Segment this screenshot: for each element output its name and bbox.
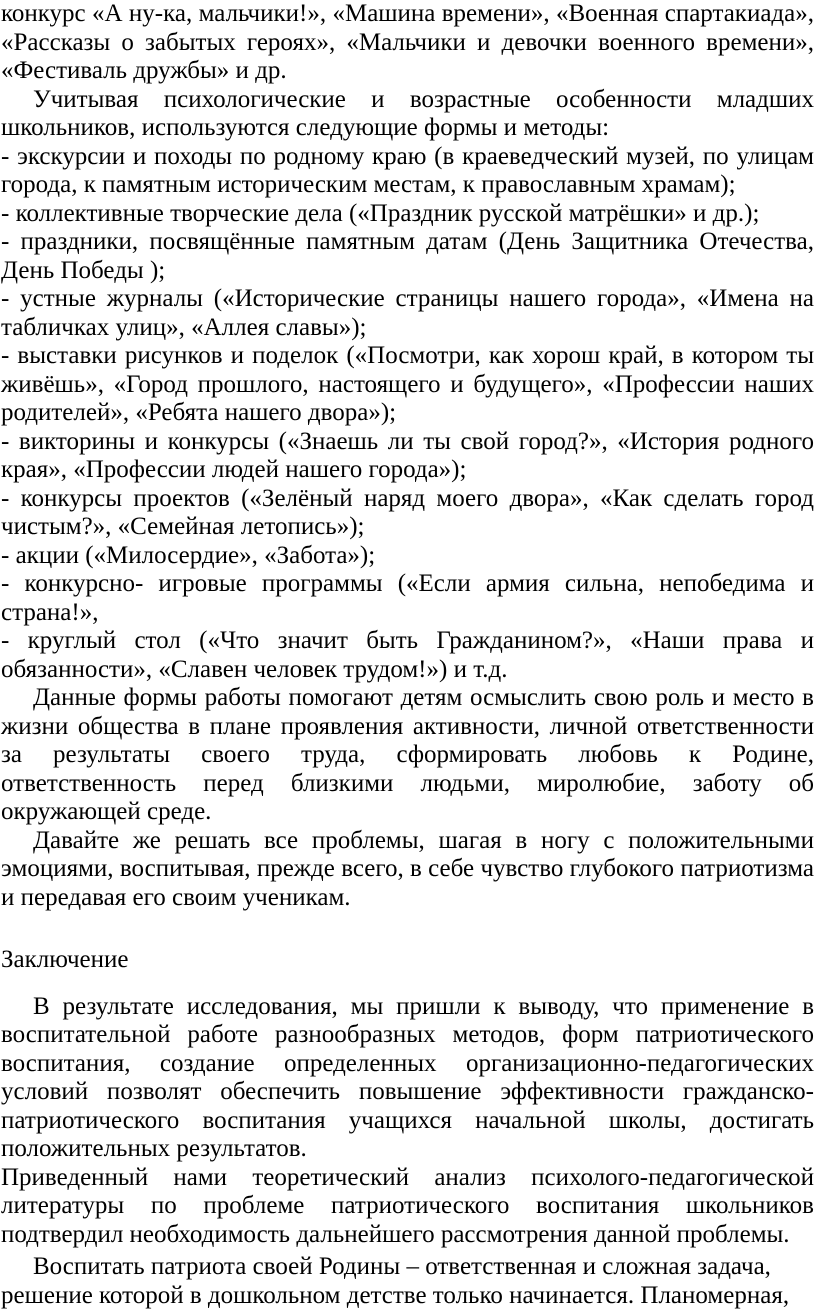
methods-intro-paragraph: Учитывая психологические и возрастные особенности младших школьников, используются следующие формы и методы: <box>1 85 814 141</box>
list-item: - акции («Милосердие», «Забота»); <box>1 541 376 569</box>
closing-call-paragraph: Давайте же решать все проблемы, шагая в ногу с положительными эмоциями, воспитывая, прежде всего, в себе чувство глубокого патриотизма и передавая его своим ученикам. <box>1 826 814 911</box>
intro-paragraph: конкурс «А ну-ка, мальчики!», «Машина времени», «Военная спартакиада», «Рассказы о забытых героях», «Мальчики и девочки военного времени», «Фестиваль дружбы» и др. <box>1 0 814 84</box>
conclusion-paragraph: Приведенный нами теоретический анализ психолого-педагогической литературы по проблеме патриотического воспитания школьников подтвердил необходимость дальнейшего рассмотрения данной проблемы. <box>1 1163 814 1248</box>
list-item: - викторины и конкурсы («Знаешь ли ты свой город?», «История родного края», «Профессии людей нашего города»); <box>1 427 814 483</box>
conclusion-heading: Заключение <box>1 946 129 973</box>
forms-summary-paragraph: Данные формы работы помогают детям осмыслить свою роль и место в жизни общества в плане проявления активности, личной ответственности за результаты своего труда, сформировать любовь к Родине, ответственность перед близкими людьми, миролюбие, заботу об окружающей среде. <box>1 684 814 825</box>
list-item: - выставки рисунков и поделок («Посмотри, как хорош край, в котором ты живёшь», «Город прошлого, настоящего и будущего», «Профессии наших родителей», «Ребята нашего двора»); <box>1 342 814 426</box>
list-item: - праздники, посвящённые памятным датам (День Защитника Отечества, День Победы ); <box>1 228 814 284</box>
conclusion-paragraph: Воспитать патриота своей Родины – ответственная и сложная задача, решение которой в дошкольном детстве только начинается. Планомерная, <box>1 1253 790 1309</box>
list-item: - конкурсно- игровые программы («Если армия сильна, непобедима и страна!», <box>1 570 814 626</box>
list-item: - устные журналы («Исторические страницы нашего города», «Имена на табличках улиц», «Аллея славы»); <box>1 285 814 341</box>
methods-list <box>1 143 814 685</box>
conclusion-paragraph: В результате исследования, мы пришли к выводу, что применение в воспитательной работе разнообразных методов, форм патриотического воспитания, создание определенных организационно-педагогических условий позволят обеспечить повышение эффективности гражданско-патриотического воспитания учащихся начальной школы, достигать положительных результатов. <box>1 992 814 1162</box>
list-item: - конкурсы проектов («Зелёный наряд моего двора», «Как сделать город чистым?», «Семейная летопись»); <box>1 484 814 540</box>
list-item: - экскурсии и походы по родному краю (в краеведческий музей, по улицам города, к памятным историческим местам, к православным храмам); <box>1 142 814 198</box>
list-item: - круглый стол («Что значит быть Гражданином?», «Наши права и обязанности», «Славен человек трудом!») и т.д. <box>1 627 814 683</box>
list-item: - коллективные творческие дела («Праздник русской матрёшки» и др.); <box>1 199 760 227</box>
